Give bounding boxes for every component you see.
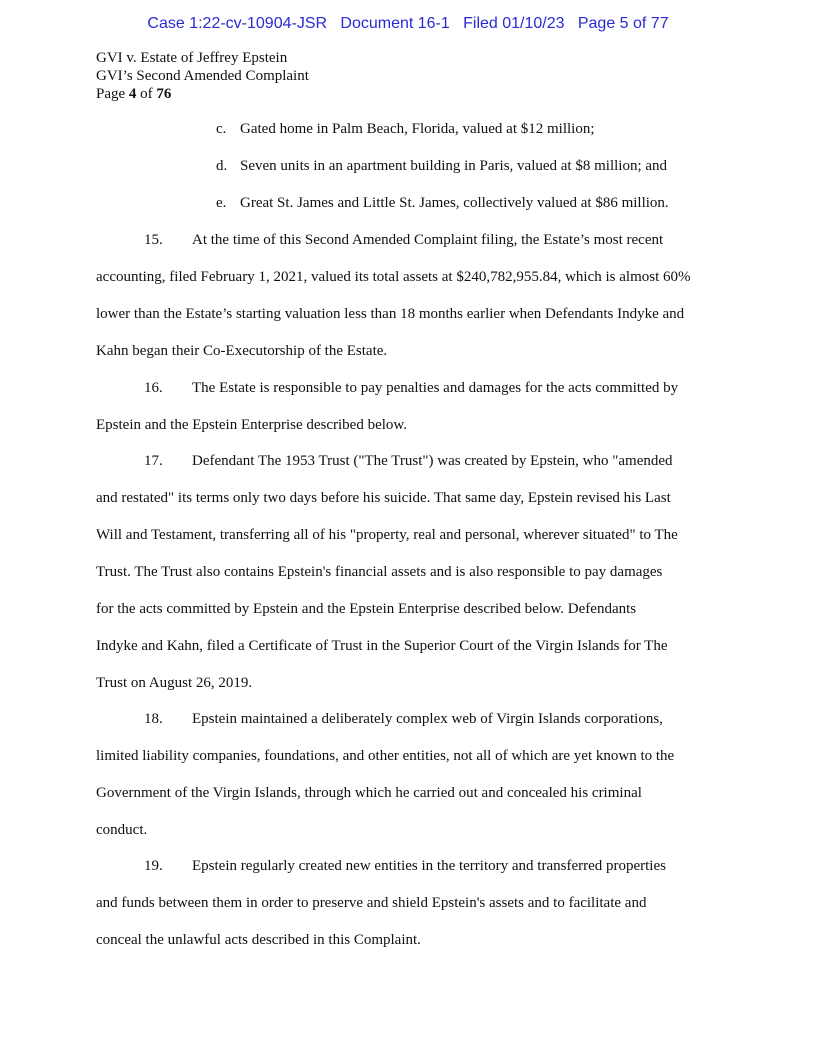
paragraph-line: Epstein regularly created new entities in the territory and transferred properties [192,858,666,874]
case-header: Case 1:22-cv-10904-JSR Document 16-1 Filed 01/10/23 Page 5 of 77 [147,15,669,32]
list-item-mark: d. [216,158,228,174]
list-item-text: Gated home in Palm Beach, Florida, valued at $12 million; [240,121,595,137]
paragraph-line: lower than the Estate’s starting valuation less than 18 months earlier when Defendants Indyke and [96,306,685,322]
list-item-mark: c. [216,121,227,137]
paragraph-line: At the time of this Second Amended Complaint filing, the Estate’s most recent [192,232,664,248]
paragraph-line: Will and Testament, transferring all of his "property, real and personal, wherever situated" to The [96,527,678,543]
paragraph-19 [96,848,721,959]
list-item-text: Great St. James and Little St. James, collectively valued at $86 million. [240,195,669,211]
list-item [216,158,667,175]
paragraph-line: conceal the unlawful acts described in this Complaint. [96,932,421,948]
paragraph-line: Government of the Virgin Islands, through which he carried out and concealed his criminal [96,785,642,801]
paragraph-line: limited liability companies, foundations, and other entities, not all of which are yet known to the [96,748,675,764]
paragraph-line: Epstein and the Epstein Enterprise described below. [96,417,408,433]
paragraph-number: 17. [144,453,163,469]
paragraph-17 [96,443,721,702]
paragraph-number: 18. [144,711,163,727]
paragraph-line: conduct. [96,822,148,838]
paragraph-line: Epstein maintained a deliberately complex web of Virgin Islands corporations, [192,711,663,727]
paragraph-line: Defendant The 1953 Trust ("The Trust") was created by Epstein, who "amended [192,453,673,469]
paragraph-number: 15. [144,232,163,248]
list-item [216,121,595,138]
paragraph-18 [96,701,721,849]
paragraph-line: and restated" its terms only two days before his suicide. That same day, Epstein revised his Last [96,490,671,506]
paragraph-line: Trust on August 26, 2019. [96,675,253,691]
paragraph-line: Indyke and Kahn, filed a Certificate of Trust in the Superior Court of the Virgin Islands for The [96,638,668,654]
paragraph-line: Kahn began their Co-Executorship of the Estate. [96,343,388,359]
document-header [96,49,309,103]
list-item [216,195,669,212]
paragraph-line: accounting, filed February 1, 2021, valued its total assets at $240,782,955.84, which is almost 60% [96,269,691,285]
paragraph-line: for the acts committed by Epstein and the Epstein Enterprise described below. Defendants [96,601,637,617]
header-case-title: GVI v. Estate of Jeffrey Epstein [96,50,288,66]
list-item-text: Seven units in an apartment building in Paris, valued at $8 million; and [240,158,668,174]
paragraph-line: and funds between them in order to preserve and shield Epstein's assets and to facilitate and [96,895,647,911]
paragraph-line: Trust. The Trust also contains Epstein's financial assets and is also responsible to pay damages [96,564,663,580]
header-document-title: GVI’s Second Amended Complaint [96,68,309,84]
paragraph-line: The Estate is responsible to pay penalties and damages for the acts committed by [192,380,679,396]
paragraph-16 [96,370,721,444]
paragraph-number: 16. [144,380,163,396]
header-page-number: Page 4 of 76 [96,86,172,102]
paragraph-number: 19. [144,858,163,874]
list-item-mark: e. [216,195,227,211]
paragraph-15 [96,222,721,370]
